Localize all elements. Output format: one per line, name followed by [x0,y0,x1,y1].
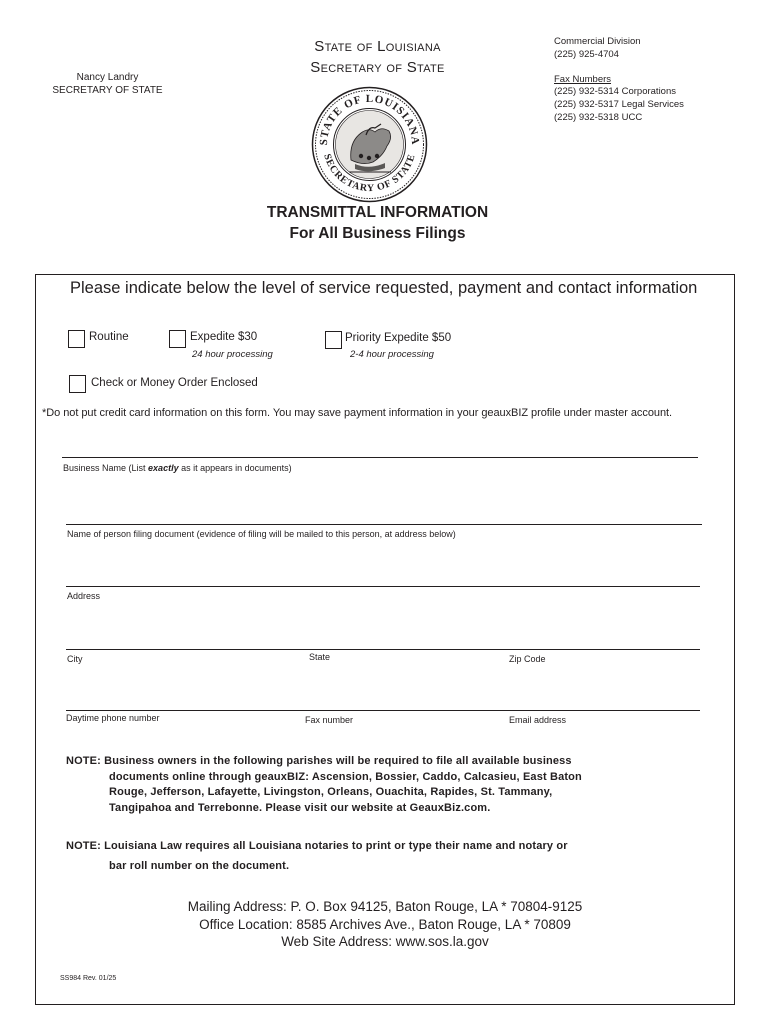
city-label: City [67,654,83,664]
priority-expedite-note: 2-4 hour processing [350,349,434,360]
form-title [200,202,555,244]
address-field[interactable] [66,586,700,587]
fax-heading: Fax Numbers [554,73,612,85]
parishes-note [66,754,582,816]
check-money-order-checkbox[interactable] [69,375,86,393]
routine-checkbox[interactable] [68,330,85,348]
routine-label: Routine [89,331,129,343]
seal-top-text: STATE OF LOUISIANA [317,92,422,146]
fax-legal: (225) 932-5317 Legal Services [554,99,684,111]
credit-card-warning: *Do not put credit card information on this form. You may save payment information in your geauxBIZ profile under master account. [42,407,673,419]
email-address-label: Email address [509,715,567,725]
city-state-zip-field[interactable] [66,649,700,650]
address-label: Address [67,591,101,601]
business-name-field[interactable] [62,457,698,458]
zip-code-label: Zip Code [509,654,546,664]
filer-name-label: Name of person filing document (evidence of filing will be mailed to this person, at address below) [67,529,456,539]
notary-note-line-1: NOTE: Louisiana Law requires all Louisiana notaries to print or type their name and notary or [66,840,568,852]
filer-name-field[interactable] [66,524,702,525]
state-line-2: Secretary of State [310,59,445,76]
secretary-title: SECRETARY OF STATE [52,85,163,96]
business-name-label-a: Business Name (List [63,463,146,473]
fax-corporations: (225) 932-5314 Corporations [554,86,676,98]
state-title [250,36,505,78]
expedite-checkbox[interactable] [169,330,186,348]
mailing-address: Mailing Address: P. O. Box 94125, Baton Rouge, LA * 70804-9125 [187,899,583,914]
mailing-info [120,898,650,951]
louisiana-state-seal-icon [311,86,428,203]
contact-block [554,36,684,125]
check-money-order-label: Check or Money Order Enclosed [91,377,258,389]
fax-ucc: (225) 932-5318 UCC [554,111,643,123]
daytime-phone-label: Daytime phone number [66,713,160,723]
priority-expedite-label: Priority Expedite $50 [345,332,452,344]
state-label: State [309,652,331,662]
parishes-note-line-1: NOTE: Business owners in the following parishes will be required to file all available business [66,755,572,767]
expedite-note: 24 hour processing [192,349,273,360]
business-name-label-b: exactly [148,463,179,473]
notary-note [66,836,568,876]
priority-expedite-checkbox[interactable] [325,331,342,349]
commercial-phone: (225) 925-4704 [554,48,619,60]
fax-number-label: Fax number [305,715,354,725]
website-address: Web Site Address: www.sos.la.gov [281,934,489,949]
business-name-label-c: as it appears in documents) [181,463,292,473]
secretary-block [40,71,175,97]
commercial-division: Commercial Division [554,36,641,47]
form-title-line-1: TRANSMITTAL INFORMATION [266,204,489,221]
seal-bottom-text: SECRETARY OF STATE [321,152,418,195]
phone-fax-email-field[interactable] [66,710,700,711]
office-location: Office Location: 8585 Archives Ave., Baton Rouge, LA * 70809 [199,916,571,932]
parishes-note-line-4: Tangipahoa and Terrebonne. Please visit our website at GeauxBiz.com. [109,801,491,814]
business-name-label [63,463,292,473]
expedite-label: Expedite $30 [190,331,258,343]
parishes-note-line-3: Rouge, Jefferson, Lafayette, Livingston, Orleans, Ouachita, Rapides, St. Tammany, [109,786,553,798]
notary-note-line-2: bar roll number on the document. [109,860,290,872]
spacer [554,62,684,74]
form-intro: Please indicate below the level of service requested, payment and contact information [70,279,698,297]
secretary-name: Nancy Landry [76,72,139,83]
state-line-1: State of Louisiana [314,38,441,55]
parishes-note-line-2: documents online through geauxBIZ: Ascension, Bossier, Caddo, Calcasieu, East Baton [109,770,582,783]
form-title-line-2: For All Business Filings [289,225,466,242]
revision-code: SS984 Rev. 01/25 [60,975,117,982]
